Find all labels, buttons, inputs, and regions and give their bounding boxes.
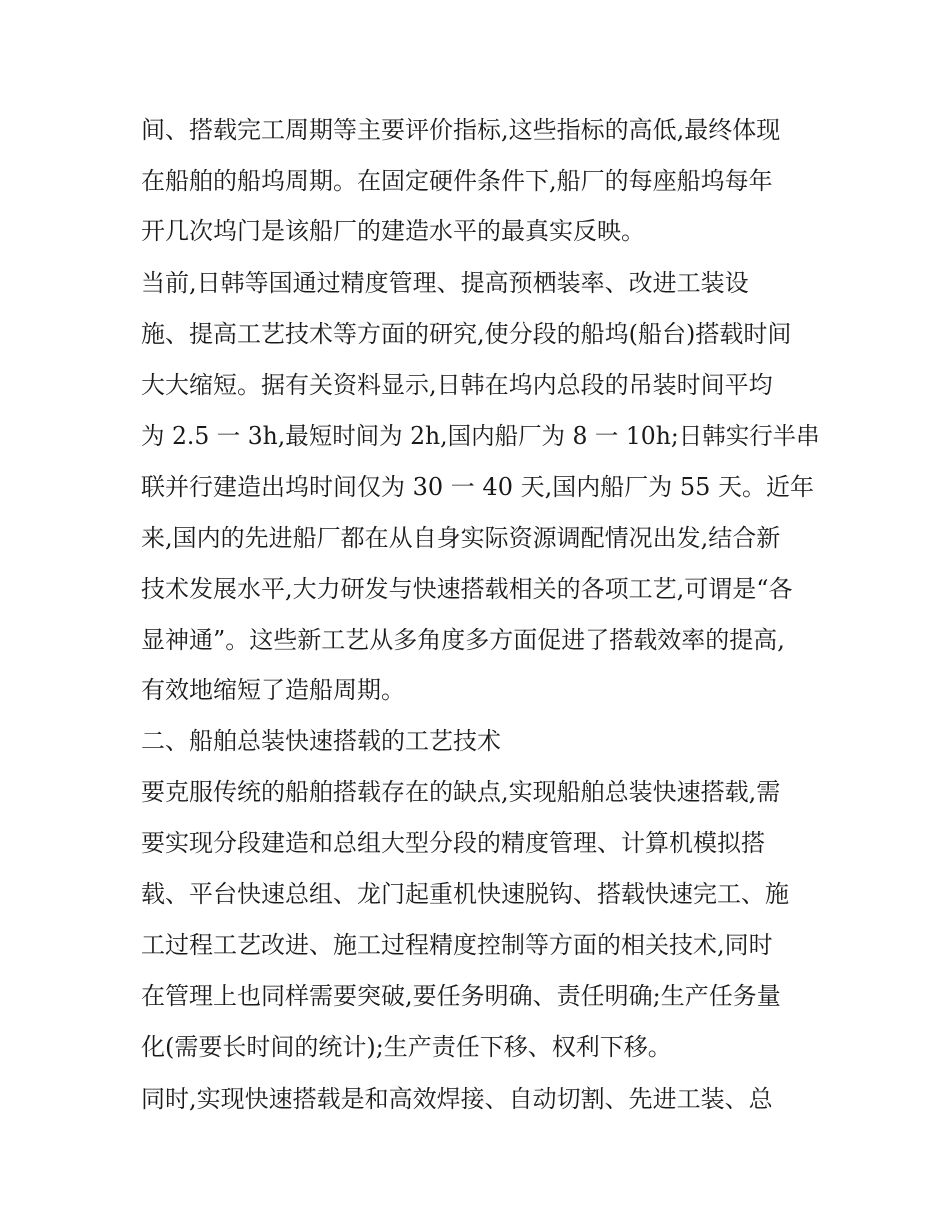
text-line: 在船舶的船坞周期。在固定硬件条件下,船厂的每座船坞每年: [141, 167, 773, 195]
section-heading: 二、船舶总装快速搭载的工艺技术: [141, 727, 501, 755]
text-line: 开几次坞门是该船厂的建造水平的最真实反映。: [141, 217, 645, 245]
text-line: 联并行建造出坞时间仅为 30 一 40 天,国内船厂为 55 天。近年: [141, 473, 815, 501]
text-line: 为 2.5 一 3h,最短时间为 2h,国内船厂为 8 一 10h;日韩实行半串: [141, 422, 820, 450]
text-line: 工过程工艺改进、施工过程精度控制等方面的相关技术,同时: [141, 931, 773, 959]
text-line: 显神通”。这些新工艺从多角度多方面促进了搭载效率的提高,: [141, 626, 785, 654]
paragraph-start-line: 同时,实现快速搭载是和高效焊接、自动切割、先进工装、总: [141, 1085, 773, 1113]
text-line: 技术发展水平,大力研发与快速搭载相关的各项工艺,可谓是“各: [141, 575, 793, 603]
text-line: 大大缩短。据有关资料显示,日韩在坞内总段的吊装时间平均: [141, 371, 773, 399]
text-line: 要实现分段建造和总组大型分段的精度管理、计算机模拟搭: [141, 829, 765, 857]
text-line: 间、搭载完工周期等主要评价指标,这些指标的高低,最终体现: [141, 116, 781, 144]
text-line: 化(需要长时间的统计);生产责任下移、权利下移。: [141, 1033, 672, 1061]
paragraph-start-line: 要克服传统的船舶搭载存在的缺点,实现船舶总装快速搭载,需: [141, 778, 781, 806]
paragraph-start-line: 当前,日韩等国通过精度管理、提高预栖装率、改进工装设: [141, 269, 749, 297]
text-line: 来,国内的先进船厂都在从自身实际资源调配情况出发,结合新: [141, 524, 781, 552]
text-line: 载、平台快速总组、龙门起重机快速脱钩、搭载快速完工、施: [141, 880, 789, 908]
text-line: 施、提高工艺技术等方面的研究,使分段的船坞(船台)搭载时间: [141, 320, 792, 348]
text-line: 在管理上也同样需要突破,要任务明确、责任明确;生产任务量: [141, 982, 781, 1010]
text-line: 有效地缩短了造船周期。: [141, 676, 405, 704]
